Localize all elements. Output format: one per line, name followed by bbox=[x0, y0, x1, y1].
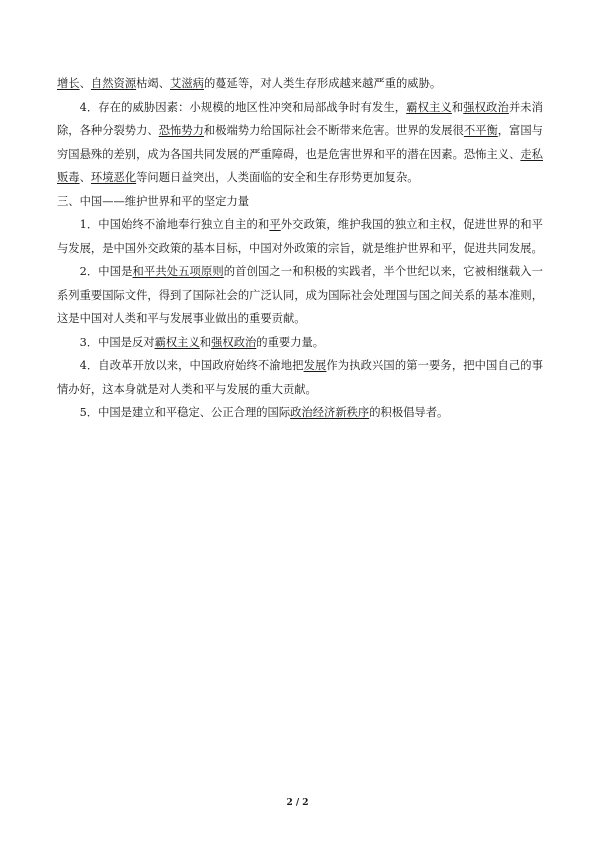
underlined-term: 环境恶化 bbox=[90, 171, 137, 184]
page-number: 2 / 2 bbox=[286, 798, 309, 808]
underlined-term: 恐怖势力 bbox=[158, 124, 204, 137]
paragraph-point-2 bbox=[57, 260, 543, 331]
text-run: 的重要力量。 bbox=[256, 335, 325, 349]
underlined-term: 平 bbox=[269, 218, 281, 231]
text-run: 和 bbox=[451, 100, 464, 114]
text-run: 作为执政兴国的第一要务，把中国自己的事情办好，这本身就是对人类和平与发展的重大贡献。 bbox=[57, 359, 543, 396]
text-run: 枯竭、 bbox=[136, 77, 171, 90]
underlined-term: 强权政治 bbox=[463, 100, 509, 114]
text-run: 的首创国之一和积极的实践者，半个世纪以来，它被相继载入一系列重要国际文件，得到了国际社会的广泛认同，成为国际社会处理国与国之间关系的基本准则，这是中国对人类和平与发展事业做出的重要贡献。 bbox=[57, 265, 543, 325]
text-run: 的积极倡导者。 bbox=[369, 406, 449, 419]
underlined-term: 发展 bbox=[303, 359, 327, 372]
document-body bbox=[57, 72, 543, 425]
text-run: 等问题日益突出，人类面临的安全和生存形势更加复杂。 bbox=[136, 171, 419, 184]
paragraph-point-5 bbox=[57, 401, 543, 425]
underlined-term: 霸权主义 bbox=[154, 335, 200, 349]
underlined-term: 自然资源 bbox=[90, 77, 137, 90]
section-heading: 三、中国——维护世界和平的坚定力量 bbox=[57, 194, 250, 208]
underlined-term: 增长 bbox=[57, 77, 80, 90]
underlined-term: 艾滋病 bbox=[170, 77, 204, 90]
underlined-term: 不平衡 bbox=[463, 124, 498, 137]
text-run: 1．中国始终不渝地奉行独立自主的和 bbox=[79, 218, 270, 231]
underlined-term: 强权政治 bbox=[211, 335, 257, 349]
text-run: 2．中国是 bbox=[79, 265, 133, 278]
text-run: 5．中国是建立和平稳定、公正合理的国际 bbox=[79, 406, 291, 419]
underlined-term: 走私贩毒 bbox=[57, 147, 543, 184]
text-run: 并未消除，各种分裂势力、 bbox=[57, 100, 543, 137]
underlined-term: 和平共处五项原则 bbox=[132, 265, 224, 278]
underlined-term: 霸权主义 bbox=[406, 100, 452, 114]
text-run: 3．中国是反对 bbox=[79, 335, 155, 349]
text-run: 4．自改革开放以来，中国政府始终不渝地把 bbox=[79, 359, 304, 372]
text-run: 和 bbox=[199, 335, 212, 349]
paragraph-point-4 bbox=[57, 354, 543, 401]
text-run: 的蔓延等，对人类生存形成越来越严重的威胁。 bbox=[203, 77, 442, 90]
underlined-term: 政治经济新秩序 bbox=[290, 406, 370, 419]
text-run: 、 bbox=[79, 171, 91, 184]
paragraph-point-1 bbox=[57, 213, 543, 260]
text-run: 、 bbox=[79, 77, 91, 90]
text-run: ，富国与穷国悬殊的差别，成为各国共同发展的严重障碍，也是危害世界和平的潜在因素。恐怖主义、 bbox=[57, 124, 543, 161]
text-run: 4．存在的威胁因素：小规模的地区性冲突和局部战争时有发生， bbox=[79, 100, 407, 114]
text-run: 外交政策，维护我国的独立和主权，促进世界的和平与发展，是中国外交政策的基本目标，中国对外政策的宗旨，就是维护世界和平，促进共同发展。 bbox=[57, 218, 543, 255]
paragraph-threats-continued bbox=[57, 72, 543, 96]
text-run: 和极端势力给国际社会不断带来危害。世界的发展很 bbox=[203, 124, 464, 137]
paragraph-point-3 bbox=[57, 331, 543, 355]
paragraph-threat-factors bbox=[57, 96, 543, 190]
